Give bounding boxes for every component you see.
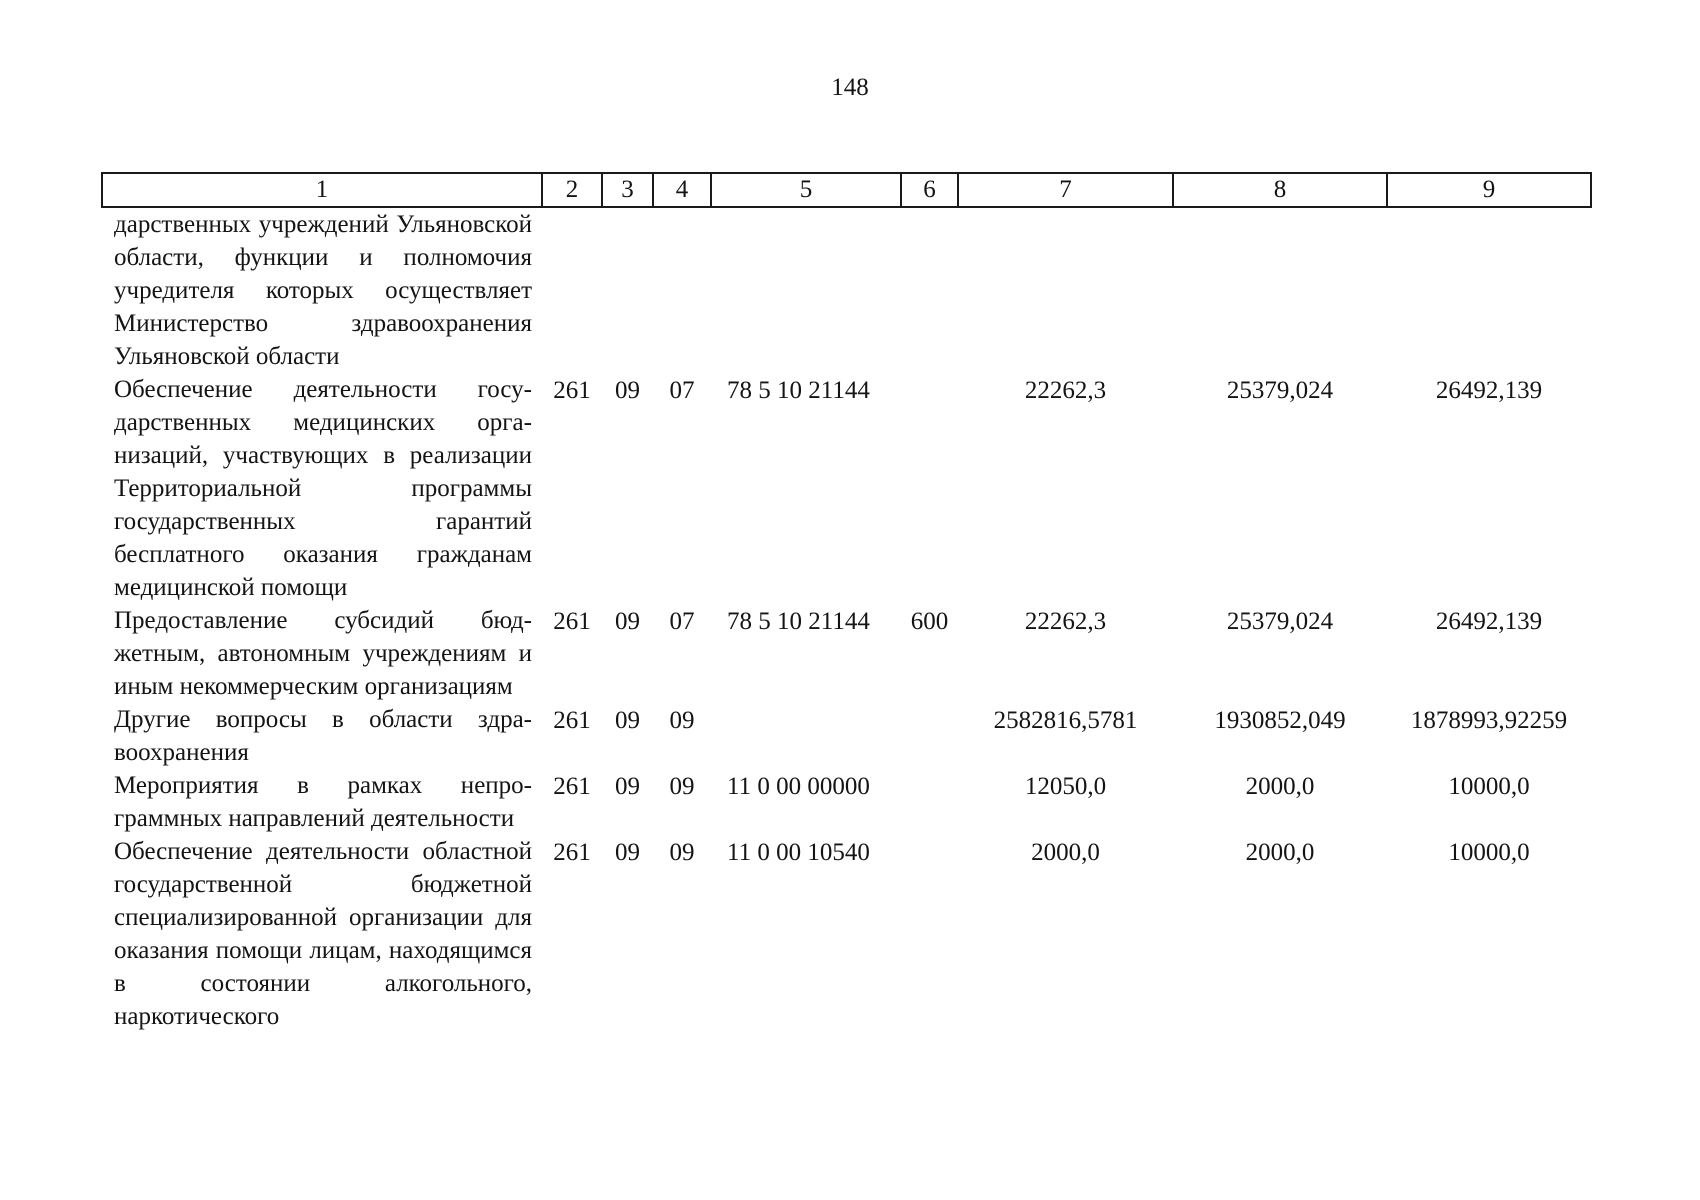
- table-row: [102, 207, 1591, 373]
- row-description: Другие вопросы в области здравоохранения: [114, 706, 532, 766]
- row-grbs: 261: [553, 608, 591, 635]
- row-expense-type: [901, 835, 958, 1033]
- row-amount-col7: 2000,0: [1031, 839, 1100, 866]
- header-col-1: 1: [102, 173, 542, 207]
- row-subsection: 07: [669, 377, 695, 404]
- row-amount-col8: 2000,0: [1245, 773, 1315, 800]
- row-amount-col7: 12050,0: [1024, 773, 1107, 800]
- row-amount-col9: 10000,0: [1448, 839, 1530, 866]
- row-grbs: 261: [553, 839, 591, 866]
- row-amount-col8: 2000,0: [1245, 839, 1315, 866]
- header-col-4: 4: [653, 173, 711, 207]
- row-section: 09: [615, 377, 640, 404]
- row-target-article: [711, 207, 901, 373]
- row-target-article: 11 0 00 10540: [727, 839, 870, 866]
- row-section: 09: [615, 707, 640, 734]
- row-expense-type: [901, 703, 958, 769]
- row-amount-col9: 26492,139: [1435, 608, 1543, 635]
- row-amount-col7: 2582816,5781: [993, 707, 1138, 734]
- header-row: [102, 173, 1591, 207]
- row-description: дарственных учреждений Ульяновской области, функции и полномочия учредителя которых осуществляет Министерство здравоохранения Ульяновской области: [114, 211, 532, 370]
- header-col-5: 5: [711, 173, 901, 207]
- row-grbs: 261: [553, 773, 591, 800]
- header-col-8: 8: [1173, 173, 1387, 207]
- row-grbs: [542, 207, 602, 373]
- header-col-6: 6: [901, 173, 958, 207]
- row-subsection: [653, 207, 711, 373]
- table-row: [102, 703, 1591, 769]
- row-target-article: 11 0 00 00000: [727, 773, 870, 800]
- row-subsection: 09: [669, 773, 695, 800]
- row-amount-col7: 22262,3: [1024, 377, 1107, 404]
- row-expense-type: [901, 373, 958, 604]
- table-row: [102, 604, 1591, 703]
- row-amount-col7: 22262,3: [1024, 608, 1107, 635]
- row-grbs: 261: [553, 707, 591, 734]
- row-expense-type: [901, 207, 958, 373]
- row-description: Предоставление субсидий бюджетным, автономным учреждениям и иным некоммерческим организациям: [114, 607, 532, 700]
- row-grbs: 261: [553, 377, 591, 404]
- header-col-7: 7: [958, 173, 1173, 207]
- header-col-2: 2: [542, 173, 602, 207]
- row-amount-col9: 10000,0: [1448, 773, 1530, 800]
- row-target-article: 78 5 10 21144: [727, 608, 870, 635]
- row-description: Обеспечение деятельности государственных медицинских организаций, участвующих в реализации Территориальной программы государственных гарантий бесплатного оказания гражданам медицинской помощи: [114, 376, 532, 601]
- row-description: Мероприятия в рамках непрограммных направлений деятельности: [114, 772, 532, 832]
- table-row: [102, 769, 1591, 835]
- row-target-article: [711, 703, 901, 769]
- row-expense-type: [901, 769, 958, 835]
- page-number: 148: [831, 74, 869, 101]
- header-col-9: 9: [1387, 173, 1591, 207]
- row-section: [602, 207, 653, 373]
- row-amount-col9: [1387, 207, 1591, 373]
- row-subsection: 09: [669, 839, 695, 866]
- row-amount-col8: 25379,024: [1226, 377, 1334, 404]
- budget-table: [101, 172, 1592, 1033]
- row-amount-col9: 1878993,92259: [1410, 707, 1568, 734]
- header-col-3: 3: [602, 173, 653, 207]
- row-section: 09: [615, 839, 640, 866]
- row-amount-col7: [958, 207, 1173, 373]
- row-subsection: 09: [669, 707, 695, 734]
- row-amount-col8: [1173, 207, 1387, 373]
- row-target-article: 78 5 10 21144: [727, 377, 870, 404]
- table-row: [102, 373, 1591, 604]
- row-amount-col8: 25379,024: [1226, 608, 1334, 635]
- row-expense-type: 600: [910, 608, 949, 635]
- table-row: [102, 835, 1591, 1033]
- row-amount-col8: 1930852,049: [1214, 707, 1346, 734]
- row-section: 09: [615, 608, 640, 635]
- row-description: Обеспечение деятельности областной государственной бюджетной специализированной организации для оказания помощи лицам, находящимся в состоянии алкогольного, наркотического: [114, 838, 532, 1030]
- row-amount-col9: 26492,139: [1435, 377, 1543, 404]
- row-subsection: 07: [669, 608, 695, 635]
- row-section: 09: [615, 773, 640, 800]
